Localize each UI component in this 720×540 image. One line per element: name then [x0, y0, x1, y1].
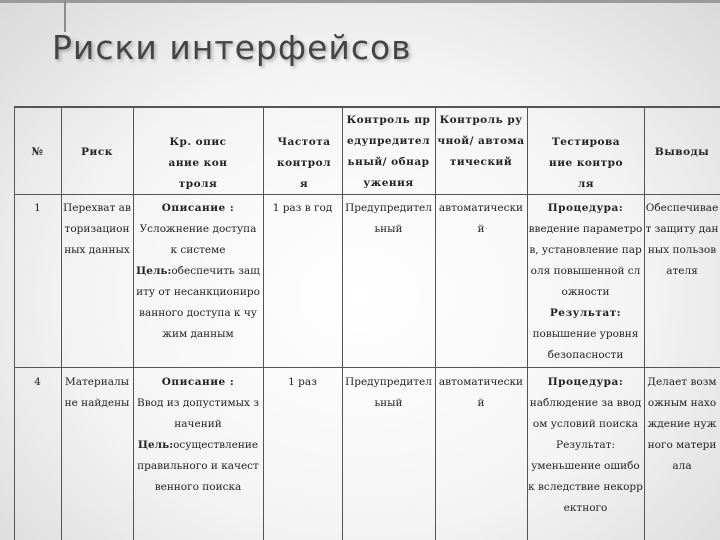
- col-divider: [263, 106, 264, 540]
- row1-testing: [528, 198, 643, 366]
- col-divider: [342, 106, 343, 540]
- row2-desc-text: Ввод из допустимых значений: [137, 397, 259, 430]
- row1-control-type-1: Предупредительный: [345, 202, 432, 235]
- col-divider: [133, 106, 134, 540]
- row2-description: [135, 372, 261, 498]
- row2-frequency: 1 раз: [288, 376, 317, 388]
- row1-goal: [135, 261, 261, 345]
- header-control-type-1: Контроль предупредительный/ обнаружения: [346, 114, 431, 189]
- header-risk: Риск: [81, 146, 113, 158]
- row2-result-label: Результат:: [556, 439, 615, 451]
- table-border-left: [14, 106, 15, 540]
- row1-conclusions: Обеспечивает защиту данных пользователя: [645, 202, 719, 277]
- row2-proc-text: наблюдение за вводом условий поиска: [529, 397, 642, 430]
- row1-proc-text: введение параметров, установление пароля повышенной сложности: [528, 223, 643, 298]
- row2-conclusions: Делает возможным нахождение нужного материала: [647, 376, 717, 472]
- row2-result-text: уменьшение ошибок вследствие некорректного: [528, 460, 643, 514]
- row1-result-label: Результат:: [549, 307, 622, 319]
- col-divider: [435, 106, 436, 540]
- header-testing: Тестирование контроля: [549, 136, 623, 190]
- row2-control-type-1: Предупредительный: [345, 376, 432, 409]
- row2-proc-label: Процедура:: [547, 376, 624, 388]
- row1-control-type-2: автоматический: [438, 202, 524, 235]
- row1-result-text: повышение уровня безопасности: [532, 328, 639, 361]
- table-border-top: [14, 106, 720, 108]
- row1-desc-text: Усложнение доступа к системе: [139, 223, 257, 256]
- row2-num: 4: [34, 376, 41, 388]
- row1-risk: Перехват авторизационных данных: [63, 202, 131, 256]
- row1-desc-label: Описание :: [161, 202, 235, 214]
- row1-frequency: 1 раз в год: [272, 202, 333, 214]
- row2-control-type-2: автоматический: [438, 376, 524, 409]
- header-frequency: Частота контроля: [276, 136, 332, 190]
- top-rule: [0, 0, 720, 3]
- row1-description: [135, 198, 261, 345]
- row2-desc-label: Описание :: [161, 376, 235, 388]
- row2-goal: [135, 435, 261, 498]
- row2-testing: [528, 372, 643, 519]
- slide-title: Риски интерфейсов: [52, 28, 412, 67]
- row2-risk: Материалы не найдены: [64, 376, 130, 409]
- header-description: Кр. описание контроля: [168, 136, 228, 190]
- row1-num: 1: [34, 202, 41, 214]
- row2-goal-text: осуществление правильного и качественного поиска: [137, 439, 259, 493]
- header-control-type-2: Контроль ручной/ автоматический: [437, 114, 525, 168]
- table-row-divider: [14, 367, 720, 368]
- row1-goal-text: обеспечить защиту от несанкционированного доступа к чужим данным: [136, 265, 260, 340]
- row2-goal-label: Цель:: [137, 439, 174, 451]
- header-conclusions: Выводы: [654, 146, 710, 158]
- header-num: №: [31, 146, 44, 158]
- col-divider: [61, 106, 62, 540]
- risk-table: [0, 106, 720, 540]
- row1-goal-label: Цель:: [136, 265, 172, 277]
- row1-proc-label: Процедура:: [547, 202, 624, 214]
